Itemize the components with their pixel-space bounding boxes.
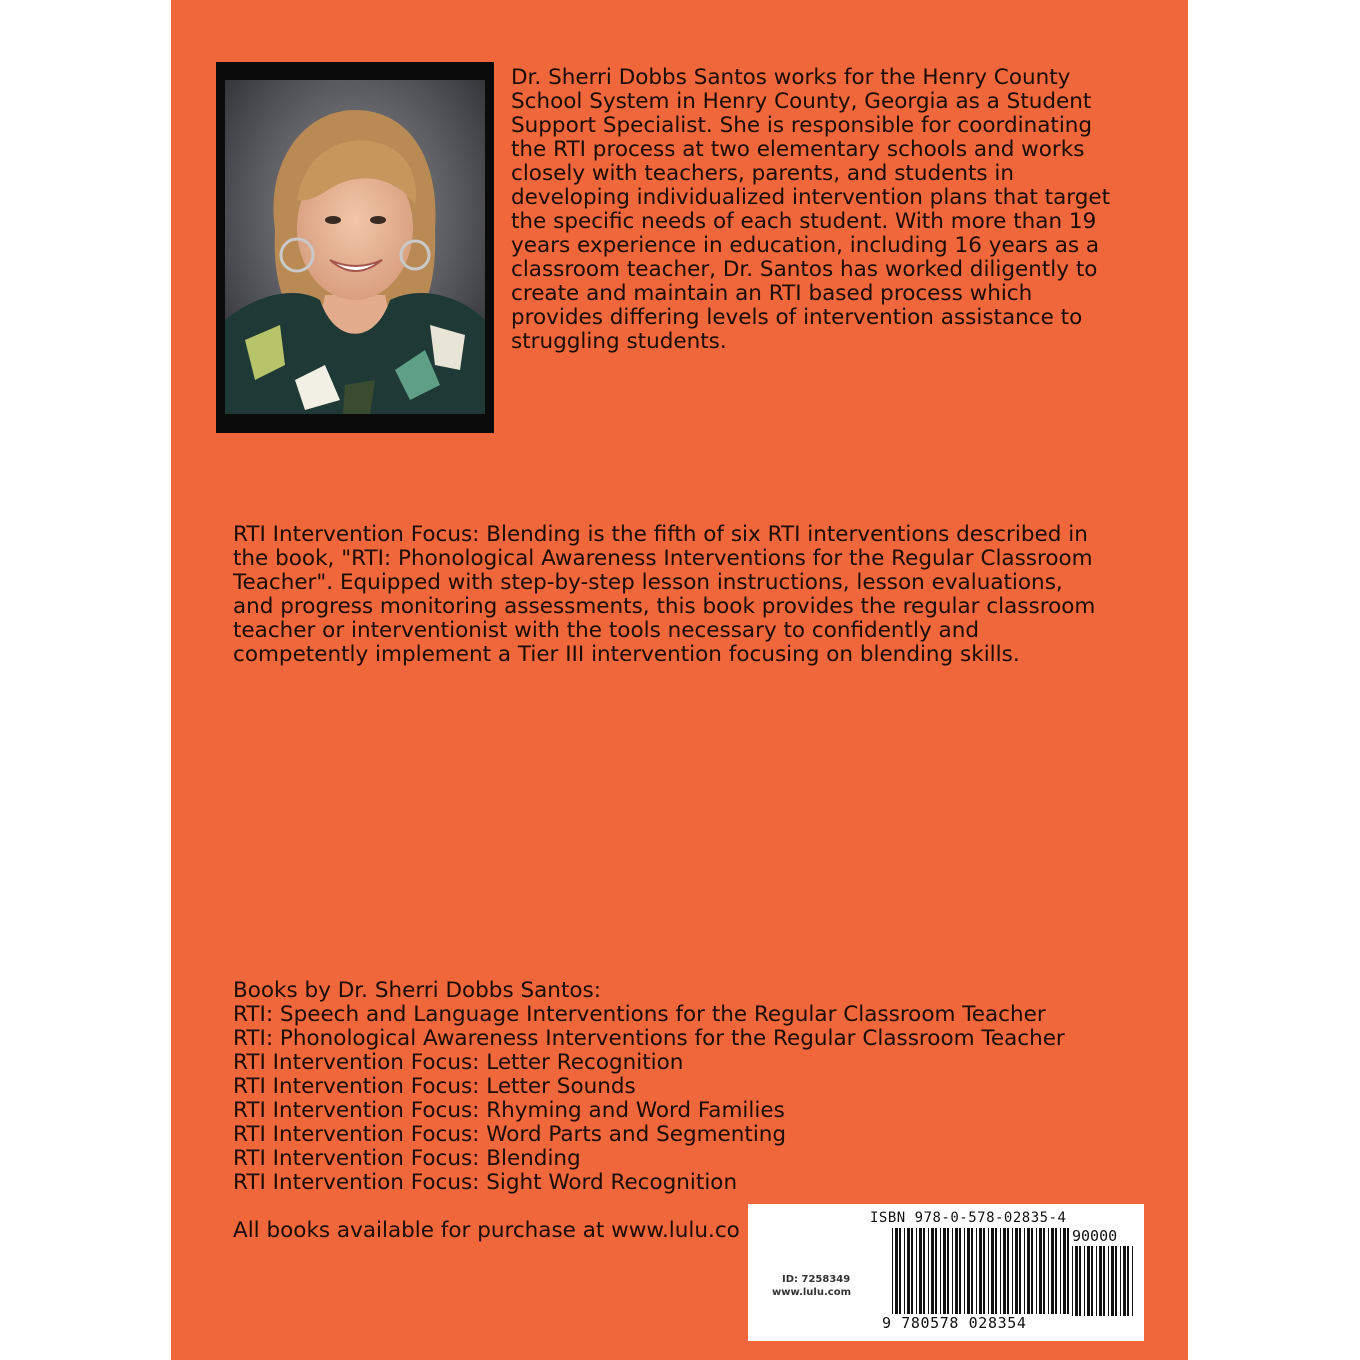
isbn-barcode: [892, 1228, 1072, 1314]
availability-note: All books available for purchase at www.lulu.co: [233, 1218, 740, 1243]
barcode-bar: [931, 1228, 934, 1314]
barcode-bar: [935, 1228, 937, 1314]
barcode-bar: [971, 1228, 973, 1314]
barcode-bar: [1039, 1228, 1042, 1314]
bio-line: struggling students.: [511, 329, 727, 354]
description-line: competently implement a Tier III intervention focusing on blending skills.: [233, 642, 1020, 667]
bio-line: Dr. Sherri Dobbs Santos works for the Henry County: [511, 65, 1071, 90]
barcode-bar: [1015, 1228, 1018, 1314]
bio-line: create and maintain an RTI based process which: [511, 281, 1033, 306]
barcode-bar: [1079, 1246, 1081, 1316]
barcode-bar: [988, 1228, 989, 1314]
barcode-bar: [995, 1228, 997, 1314]
price-barcode: [1072, 1246, 1136, 1318]
barcode-bar: [967, 1228, 970, 1314]
books-list: [233, 979, 1133, 1195]
barcode-bar: [1007, 1228, 1009, 1314]
barcode-bar: [899, 1228, 901, 1314]
description-line: the book, "RTI: Phonological Awareness Interventions for the Regular Classroom: [233, 546, 1093, 571]
barcode-bar: [1000, 1228, 1001, 1314]
barcode-bar: [1067, 1228, 1069, 1314]
description-line: RTI Intervention Focus: Blending is the fifth of six RTI interventions described in: [233, 522, 1088, 547]
barcode-bar: [1115, 1246, 1117, 1316]
barcode-bar: [964, 1228, 965, 1314]
barcode-bar: [943, 1228, 946, 1314]
barcode-bar: [959, 1228, 961, 1314]
barcode-bar: [952, 1228, 953, 1314]
barcode-bar: [1127, 1246, 1129, 1316]
barcode-bar: [1096, 1246, 1097, 1316]
barcode-bar: [1123, 1246, 1126, 1316]
barcode-bar: [976, 1228, 977, 1314]
lulu-id: ID: 7258349: [782, 1274, 851, 1285]
book-title: RTI Intervention Focus: Letter Recognition: [233, 1050, 684, 1075]
barcode-bar: [1051, 1228, 1054, 1314]
lulu-url: www.lulu.com: [772, 1287, 851, 1298]
barcode-bar: [911, 1228, 913, 1314]
barcode-bar: [1120, 1246, 1121, 1316]
barcode-bar: [1024, 1228, 1025, 1314]
barcode-bar: [1012, 1228, 1013, 1314]
barcode-bar: [904, 1228, 905, 1314]
book-title: RTI Intervention Focus: Sight Word Recognition: [233, 1170, 738, 1195]
barcode-bar: [1063, 1228, 1066, 1314]
book-title: RTI Intervention Focus: Word Parts and Segmenting: [233, 1122, 787, 1147]
book-title: RTI: Speech and Language Interventions for the Regular Classroom Teacher: [233, 1002, 1046, 1027]
author-photo: [225, 80, 485, 414]
ean-digits: 9 780578 028354: [882, 1314, 1027, 1332]
barcode-bar: [1048, 1228, 1049, 1314]
barcode-bar: [940, 1228, 941, 1314]
book-title: RTI: Phonological Awareness Interventions for the Regular Classroom Teacher: [233, 1026, 1065, 1051]
description-line: teacher or interventionist with the tools necessary to confidently and: [233, 618, 979, 643]
description-line: Teacher". Equipped with step-by-step lesson instructions, lesson evaluations,: [233, 570, 1063, 595]
author-bio: [511, 66, 1151, 354]
bio-line: provides differing levels of intervention assistance to: [511, 305, 1083, 330]
barcode-bar: [919, 1228, 922, 1314]
barcode-bar: [1055, 1228, 1057, 1314]
barcode-bar: [991, 1228, 994, 1314]
barcode-bar: [1108, 1246, 1109, 1316]
barcode-bar: [1103, 1246, 1105, 1316]
barcode-bar: [928, 1228, 929, 1314]
barcode-bar: [979, 1228, 982, 1314]
barcode-bar: [1084, 1246, 1085, 1316]
book-description: [233, 523, 1153, 667]
barcode-bar: [1043, 1228, 1045, 1314]
barcode-bar: [1072, 1246, 1073, 1316]
barcode-bar: [1019, 1228, 1021, 1314]
book-back-cover: [171, 0, 1188, 1360]
description-line: and progress monitoring assessments, this book provides the regular classroom: [233, 594, 1096, 619]
barcode-bar: [1132, 1246, 1133, 1316]
barcode-bar: [923, 1228, 925, 1314]
barcode-bar: [947, 1228, 949, 1314]
barcode-bar: [1075, 1246, 1078, 1316]
bio-line: years experience in education, including 16 years as a: [511, 233, 1100, 258]
isbn-text: ISBN 978-0-578-02835-4: [870, 1210, 1067, 1226]
barcode-bar: [1111, 1246, 1114, 1316]
bio-line: developing individualized intervention plans that target: [511, 185, 1111, 210]
price-code: 90000: [1072, 1227, 1118, 1245]
book-title: RTI Intervention Focus: Letter Sounds: [233, 1074, 636, 1099]
barcode-bar: [895, 1228, 898, 1314]
bio-line: Support Specialist. She is responsible for coordinating: [511, 113, 1093, 138]
bio-line: closely with teachers, parents, and students in: [511, 161, 1015, 186]
barcode-bar: [1091, 1246, 1093, 1316]
books-heading: Books by Dr. Sherri Dobbs Santos:: [233, 978, 601, 1003]
book-title: RTI Intervention Focus: Rhyming and Word Families: [233, 1098, 785, 1123]
bio-line: the specific needs of each student. With more than 19: [511, 209, 1097, 234]
bio-line: School System in Henry County, Georgia as a Student: [511, 89, 1092, 114]
barcode-bar: [916, 1228, 917, 1314]
book-title: RTI Intervention Focus: Blending: [233, 1146, 581, 1171]
author-photo-frame: [216, 62, 494, 433]
barcode-bar: [1036, 1228, 1037, 1314]
barcode-bar: [1031, 1228, 1033, 1314]
barcode-bar: [1099, 1246, 1102, 1316]
barcode-bar: [907, 1228, 910, 1314]
barcode-bar: [892, 1228, 893, 1314]
barcode-bar: [1027, 1228, 1030, 1314]
barcode-bar: [1087, 1246, 1090, 1316]
barcode-bar: [1003, 1228, 1006, 1314]
barcode-label: [748, 1204, 1144, 1341]
barcode-bar: [1060, 1228, 1061, 1314]
barcode-bar: [983, 1228, 985, 1314]
bio-line: the RTI process at two elementary schools and works: [511, 137, 1085, 162]
barcode-bar: [955, 1228, 958, 1314]
bio-line: classroom teacher, Dr. Santos has worked diligently to: [511, 257, 1098, 282]
